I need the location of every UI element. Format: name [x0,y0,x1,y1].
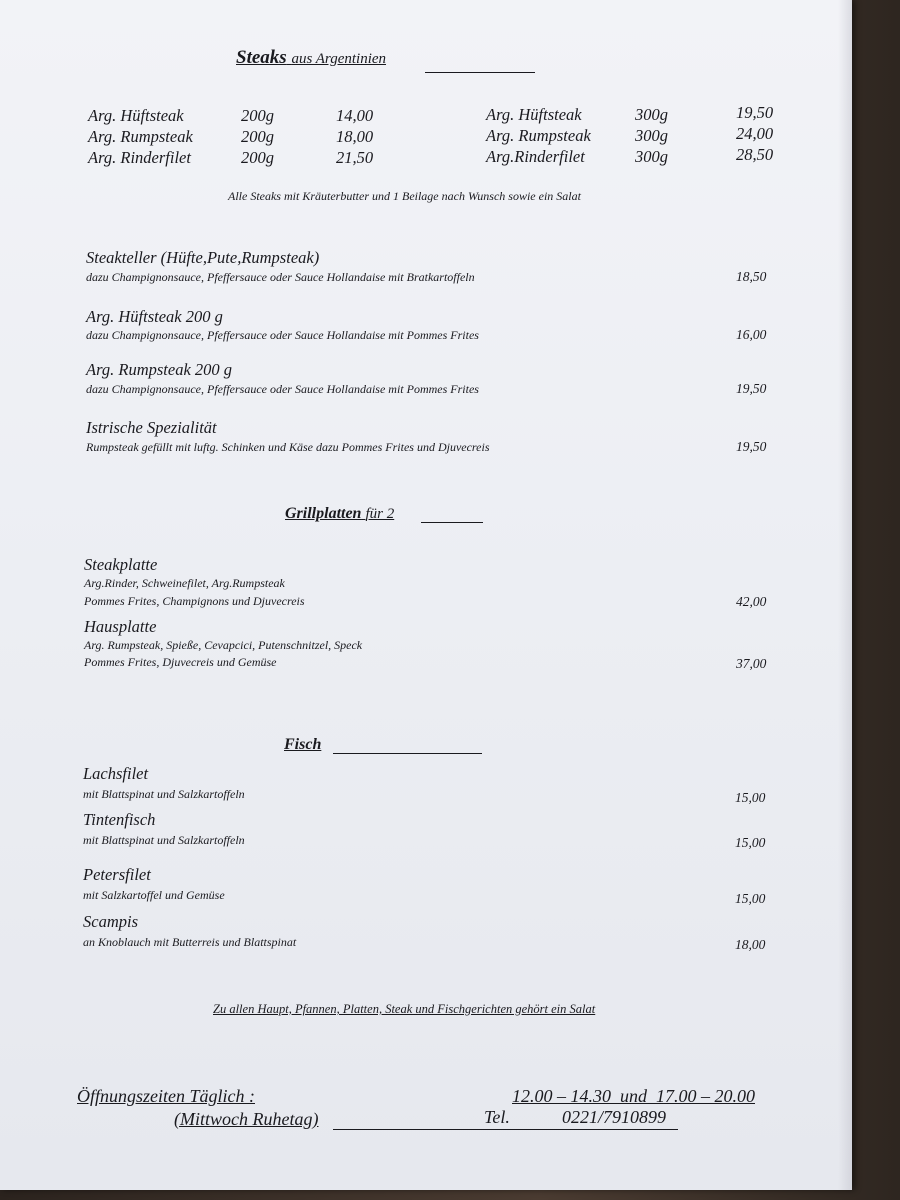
fish-name: Petersfilet [83,865,151,884]
grill-description: Pommes Frites, Djuvecreis und Gemüse [84,655,277,669]
dish-name: Arg. Rumpsteak 200 g [86,360,233,379]
steak-weight: 200g [241,106,274,125]
dish-price: 18,50 [736,269,767,284]
dish-price: 16,00 [736,327,767,342]
heading-underline [421,522,483,523]
heading-underline [333,753,482,754]
dish-description: dazu Champignonsauce, Pfeffersauce oder Sauce Hollandaise mit Pommes Frites [86,382,479,396]
steak-name: Arg.Rinderfilet [486,147,585,166]
dish-name: Steakteller (Hüfte,Pute,Rumpsteak) [86,248,320,267]
dish-price: 19,50 [736,439,767,454]
steak-price: 18,00 [336,127,374,146]
steak-price: 21,50 [336,148,374,167]
closed-day: (Mittwoch Ruhetag) [174,1109,319,1129]
heading-underline [425,72,535,73]
steak-name: Arg. Rumpsteak [486,126,591,145]
heading-title: Steaks [236,47,287,68]
fish-price: 18,00 [735,937,766,952]
fish-price: 15,00 [735,835,766,850]
steak-weight: 300g [635,105,668,124]
steak-weight: 200g [241,127,274,146]
heading-title: Grillplatten [285,505,362,522]
section-heading-grillplatten [285,505,394,523]
steak-price: 14,00 [336,106,374,125]
grill-description: Arg. Rumpsteak, Spieße, Cevapcici, Putenschnitzel, Speck [84,638,363,652]
steak-name: Arg. Rinderfilet [88,148,191,167]
fish-description: mit Blattspinat und Salzkartoffeln [83,787,245,801]
fish-price: 15,00 [735,891,766,906]
grill-description: Pommes Frites, Champignons und Djuvecreis [84,594,305,608]
fish-description: mit Salzkartoffel und Gemüse [83,888,225,902]
tel-value: 0221/7910899 [562,1107,667,1127]
steak-name: Arg. Rumpsteak [88,127,193,146]
heading-title: Fisch [284,736,322,753]
grill-price: 42,00 [736,594,767,609]
tel-label: Tel. [484,1107,510,1127]
fish-name: Tintenfisch [83,810,156,829]
dish-description: Rumpsteak gefüllt mit luftg. Schinken und Käse dazu Pommes Frites und Djuvecreis [86,440,490,454]
steak-name: Arg. Hüftsteak [88,106,184,125]
dish-description: dazu Champignonsauce, Pfeffersauce oder Sauce Hollandaise mit Pommes Frites [86,328,479,342]
opening-hours-value: 12.00 – 14.30 und 17.00 – 20.00 [512,1086,755,1106]
grill-price: 37,00 [736,656,767,671]
dish-description: dazu Champignonsauce, Pfeffersauce oder Sauce Hollandaise mit Bratkartoffeln [86,270,475,284]
dish-name: Arg. Hüftsteak 200 g [86,307,223,326]
dish-price: 19,50 [736,381,767,396]
fish-description: mit Blattspinat und Salzkartoffeln [83,833,245,847]
steak-weight: 300g [635,126,668,145]
steak-price: 28,50 [736,145,774,164]
section-heading-steaks [236,47,386,69]
section-heading-fisch [284,736,321,754]
steaks-note: Alle Steaks mit Kräuterbutter und 1 Beilage nach Wunsch sowie ein Salat [228,189,581,203]
fish-price: 15,00 [735,790,766,805]
steak-price: 19,50 [736,103,774,122]
steak-name: Arg. Hüftsteak [486,105,582,124]
footer-underline [333,1129,678,1130]
fish-description: an Knoblauch mit Butterreis und Blattspinat [83,935,297,949]
grill-name: Steakplatte [84,555,158,574]
dish-name: Istrische Spezialität [86,418,217,437]
heading-subtitle: für 2 [365,506,395,522]
steak-weight: 300g [635,147,668,166]
grill-name: Hausplatte [84,617,157,636]
grill-description: Arg.Rinder, Schweinefilet, Arg.Rumpsteak [84,576,285,590]
steak-weight: 200g [241,148,274,167]
opening-hours-label: Öffnungszeiten Täglich : [77,1086,255,1106]
fish-name: Lachsfilet [83,764,149,783]
salad-note: Zu allen Haupt, Pfannen, Platten, Steak und Fischgerichten gehört ein Salat [213,1002,596,1016]
heading-subtitle: aus Argentinien [291,51,387,67]
steak-price: 24,00 [736,124,774,143]
fish-name: Scampis [83,912,138,931]
